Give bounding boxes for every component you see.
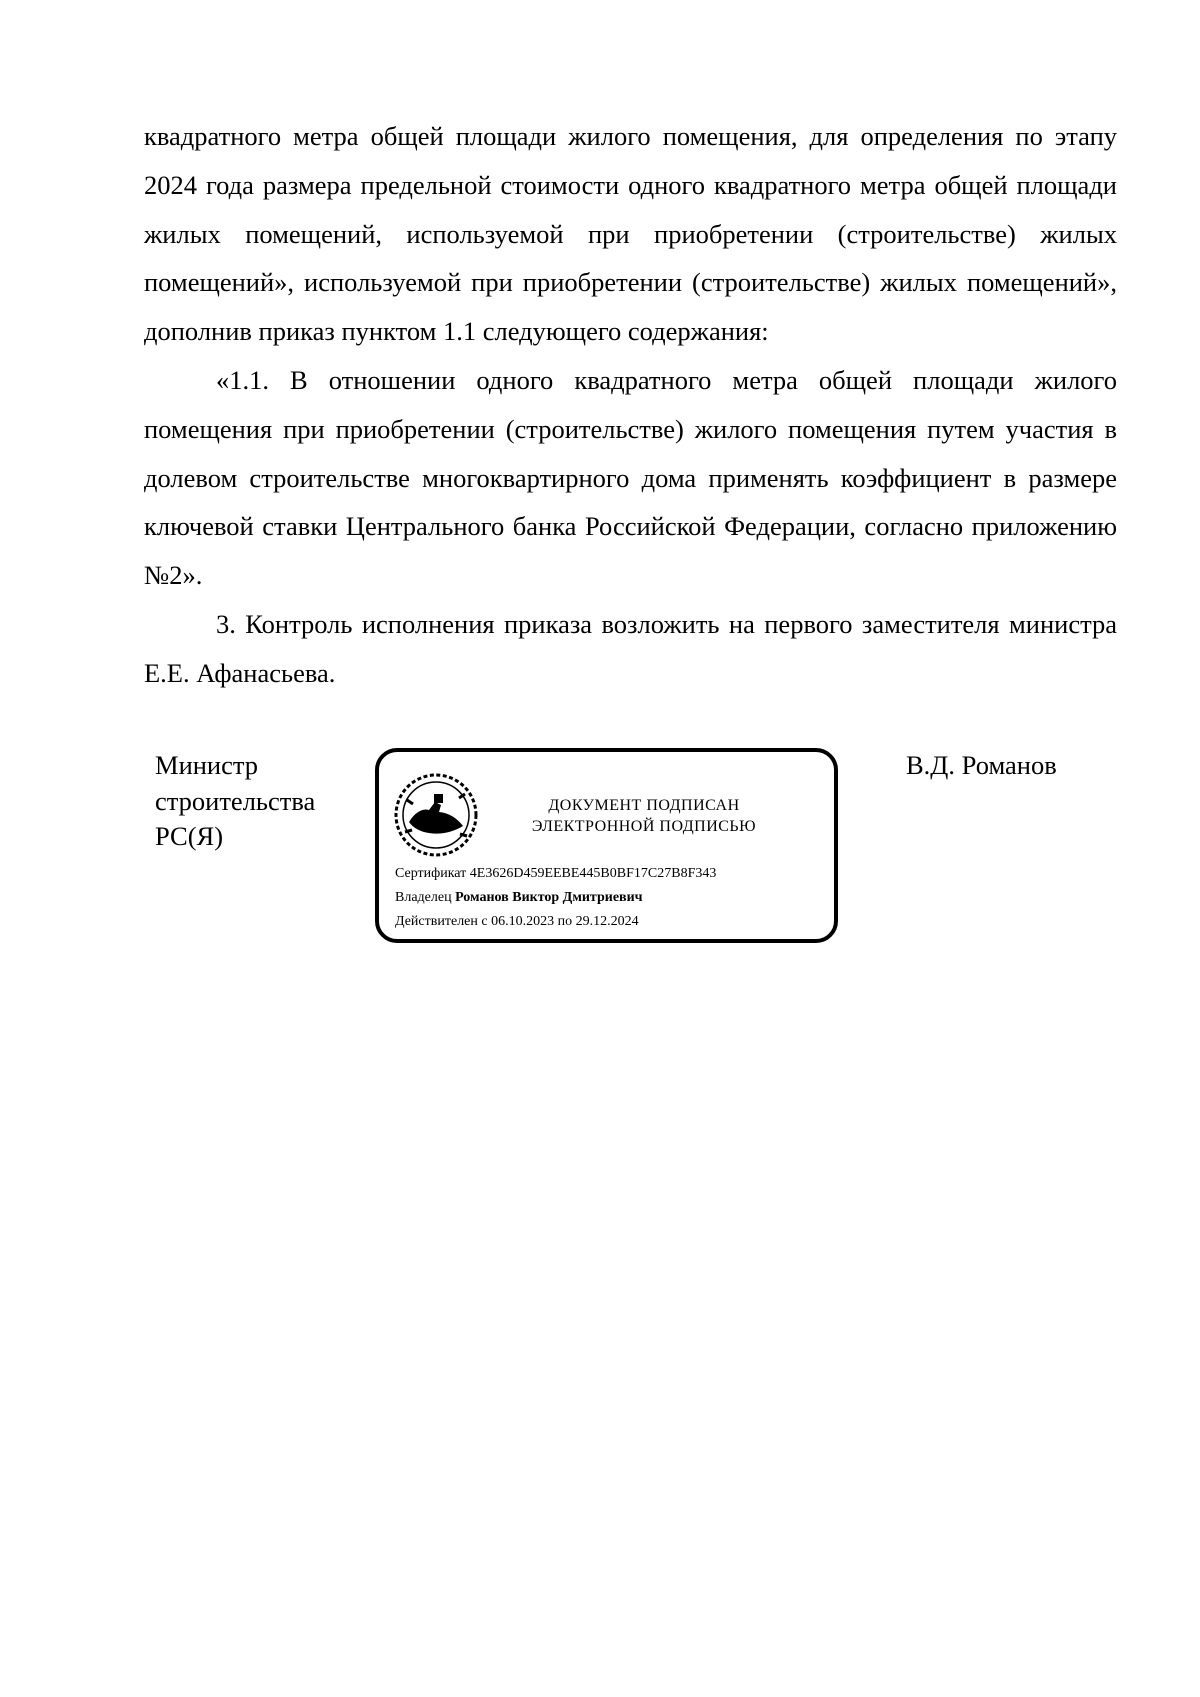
electronic-signature-stamp [375,748,838,943]
coat-of-arms-icon [393,772,479,858]
valid-to: 29.12.2024 [575,914,639,929]
document-body [144,112,1117,698]
stamp-heading: ЭЛЕКТРОННОЙ ПОДПИСЬЮ [531,818,757,835]
paragraph-3: 3. Контроль исполнения приказа возложить на первого заместителя министра Е.Е. Афанасьева. [144,608,1117,688]
paragraph-continuation: квадратного метра общей площади жилого помещения, для определения по этапу 2024 года размера предельной стоимости одного квадратного метра общей площади жилых помещений, используемой при приобретении (строительстве) жилых помещений», используемой при приобретении (строительстве) жилых помещений», дополнив приказ пунктом 1.1 следующего содержания: [144,121,1117,347]
owner-value: Романов Виктор Дмитриевич [455,890,643,905]
stamp-certificate [395,866,716,882]
signer-position [155,748,315,855]
signer-name: В.Д. Романов [906,750,1057,780]
owner-label: Владелец [395,890,452,905]
valid-to-word: по [557,914,573,929]
certificate-value: 4E3626D459EEBE445B0BF17C27B8F343 [469,866,717,881]
stamp-validity [395,914,639,930]
valid-from: 06.10.2023 [491,914,555,929]
certificate-label: Сертификат [395,866,467,881]
valid-from-word: с [481,914,488,929]
stamp-owner [395,890,643,906]
paragraph-1-1: «1.1. В отношении одного квадратного метра общей площади жилого помещения при приобретении (строительстве) жилого помещения путем участия в долевом строительстве многоквартирного дома применять коэффициент в размере ключевой ставки Центрального банка Российской Федерации, согласно приложению №2». [144,364,1117,591]
stamp-heading: ДОКУМЕНТ ПОДПИСАН [548,797,740,814]
signer-position-line: строительства [155,785,316,816]
valid-label: Действителен [395,914,478,929]
signer-position-line: Министр [155,750,259,780]
signer-position-line: РС(Я) [155,821,224,851]
